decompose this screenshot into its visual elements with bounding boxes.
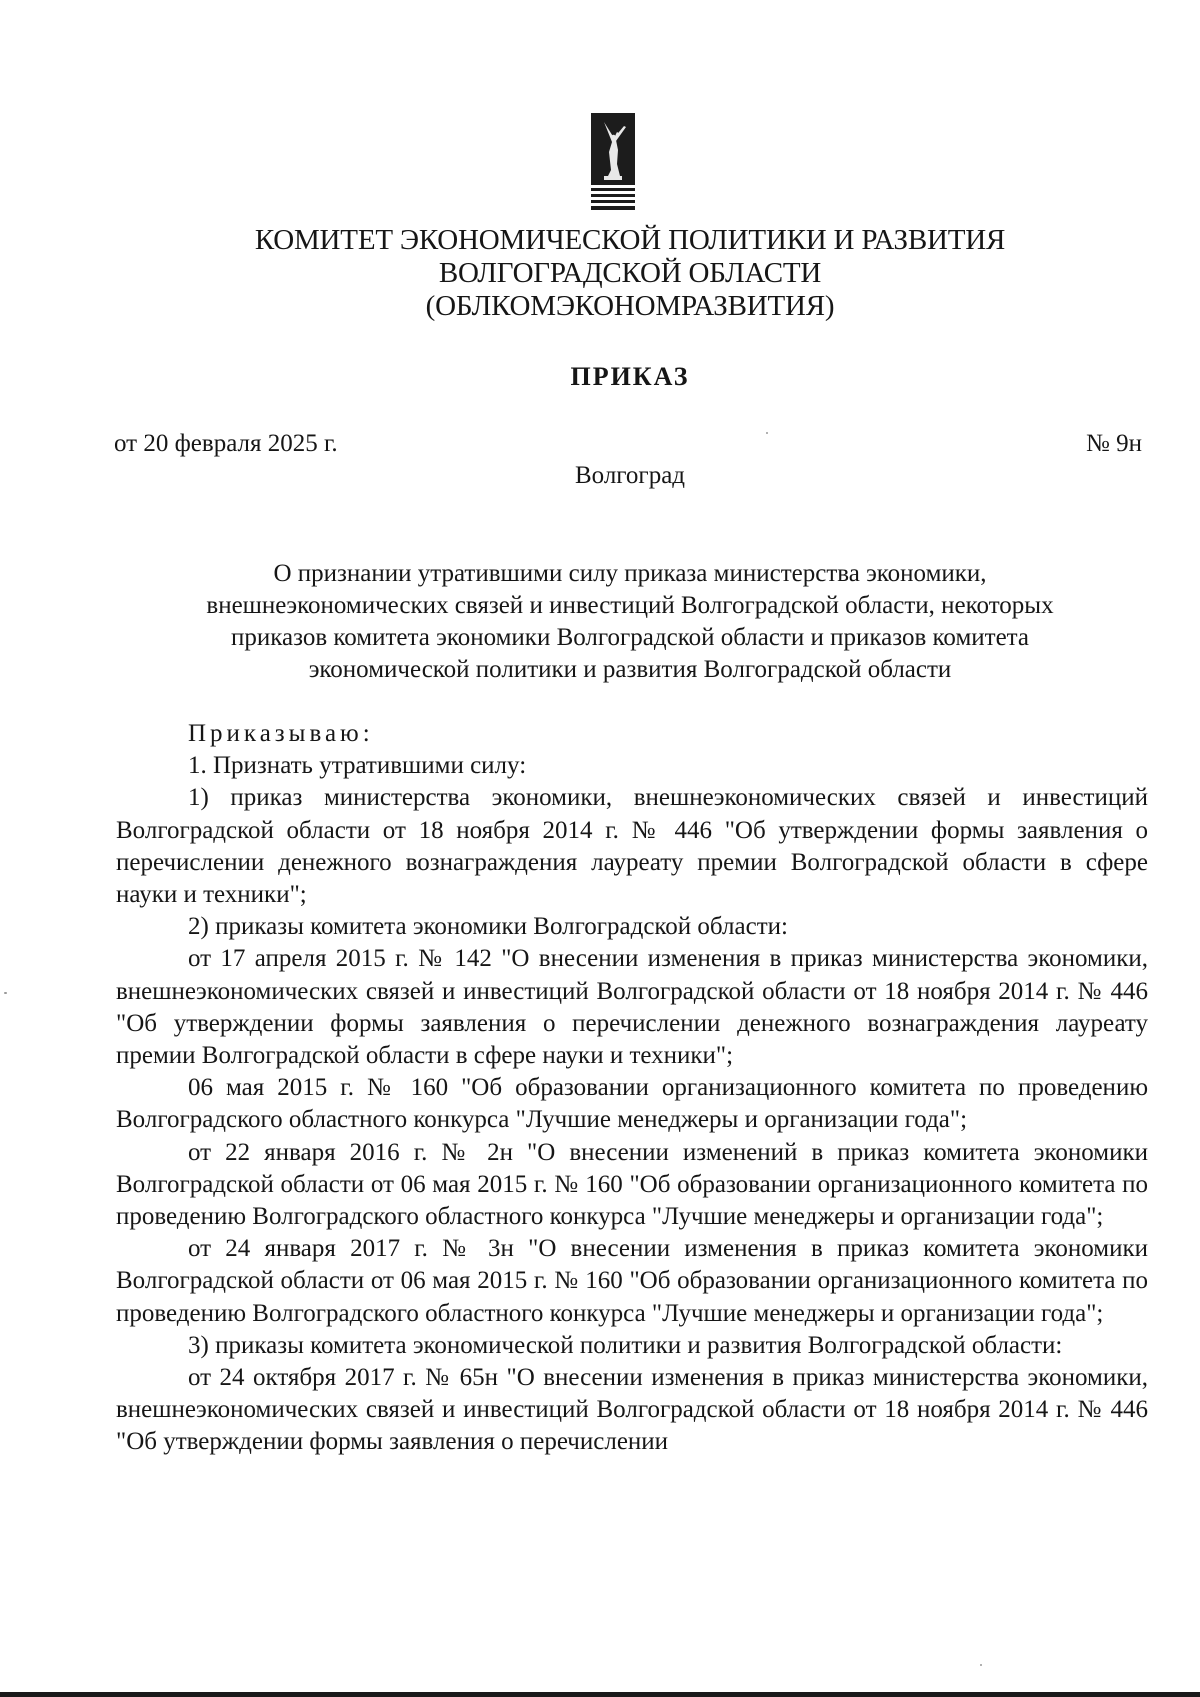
body-paragraph: 1) приказ министерства экономики, внешнеэкономических связей и инвестиций Волгоградской области от 18 ноября 2014 г. № 446 "Об утверждении формы заявления о перечислении денежного вознаграждения лауреату премии Волгоградской области в сфере науки и техники"; xyxy=(116,784,1148,909)
document-city: Волгоград xyxy=(574,462,686,489)
subject-line: экономической политики и развития Волгоградской области xyxy=(308,656,952,683)
scan-speck xyxy=(980,1664,982,1666)
document-number: № 9н xyxy=(1086,430,1142,457)
scan-speck xyxy=(766,432,768,434)
organization-line-2: ВОЛГОГРАДСКОЙ ОБЛАСТИ xyxy=(438,257,822,289)
scan-bottom-edge xyxy=(0,1692,1200,1697)
organization-line-3: (ОБЛКОМЭКОНОМРАЗВИТИЯ) xyxy=(425,290,835,322)
subject-line: приказов комитета экономики Волгоградской области и приказов комитета xyxy=(230,624,1029,651)
body-paragraph: от 22 января 2016 г. № 2н "О внесении изменений в приказ комитета экономики Волгоградской области от 06 мая 2015 г. № 160 "Об образовании организационного комитета по проведению Волгоградского областного конкурса "Лучшие менеджеры и организации года"; xyxy=(116,1138,1148,1231)
organization-name xyxy=(0,224,1200,323)
subject-line: О признании утратившими силу приказа министерства экономики, xyxy=(273,560,987,587)
document-type: ПРИКАЗ xyxy=(570,362,690,391)
document-date: от 20 февраля 2025 г. xyxy=(114,430,338,457)
body-paragraph: от 24 января 2017 г. № 3н "О внесении изменения в приказ комитета экономики Волгоградской области от 06 мая 2015 г. № 160 "Об образовании организационного комитета по проведению Волгоградского областного конкурса "Лучшие менеджеры и организации года"; xyxy=(116,1235,1148,1327)
volgograd-motherland-emblem-icon xyxy=(590,112,636,212)
body-paragraph: 1. Признать утратившими силу: xyxy=(188,752,527,780)
body-paragraph: 06 мая 2015 г. № 160 "Об образовании организационного комитета по проведению Волгоградского областного конкурса "Лучшие менеджеры и организации года"; xyxy=(116,1074,1148,1134)
document-body xyxy=(116,718,1148,1459)
body-paragraph: 2) приказы комитета экономики Волгоградской области: xyxy=(188,913,788,941)
subject-line: внешнеэкономических связей и инвестиций Волгоградской области, некоторых xyxy=(206,592,1054,619)
body-paragraph: от 24 октября 2017 г. № 65н "О внесении изменения в приказ министерства экономики, внешнеэкономических связей и инвестиций Волгоградской области от 18 ноября 2014 г. № 446 "Об утверждении формы заявления о перечислении xyxy=(116,1364,1148,1456)
organization-line-1: КОМИТЕТ ЭКОНОМИЧЕСКОЙ ПОЛИТИКИ И РАЗВИТИЯ xyxy=(254,224,1006,256)
scan-speck xyxy=(4,992,7,994)
body-paragraph: от 17 апреля 2015 г. № 142 "О внесении изменения в приказ министерства экономики, внешнеэкономических связей и инвестиций Волгоградской области от 18 ноября 2014 г. № 446 "Об утверждении формы заявления о перечислении денежного вознаграждения лауреату премии Волгоградской области в сфере науки и техники"; xyxy=(116,945,1148,1070)
order-intro: Приказываю: xyxy=(188,720,374,747)
document-subject xyxy=(0,558,1200,686)
body-paragraph: 3) приказы комитета экономической политики и развития Волгоградской области: xyxy=(188,1331,1063,1359)
